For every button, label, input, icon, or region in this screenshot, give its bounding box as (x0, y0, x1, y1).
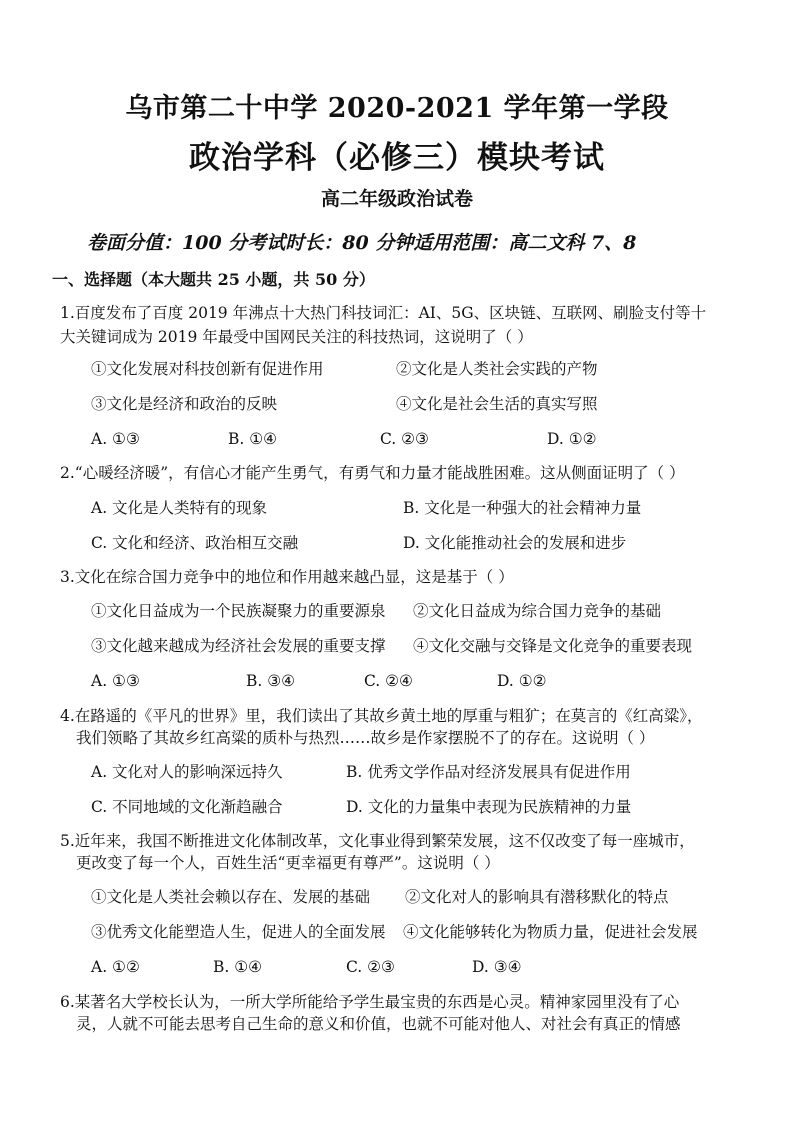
choice-d: D. ③④ (472, 958, 522, 976)
choice-b: B. 优秀文学作品对经济发展具有促进作用 (346, 763, 631, 781)
statement: ②文化日益成为综合国力竞争的基础 (413, 602, 662, 620)
choice-d: D. ①② (497, 672, 547, 690)
question-stem: 2.“心暖经济暖”，有信心才能产生勇气，有勇气和力量才能战胜困难。这从侧面证明了（ ） (60, 464, 685, 482)
question-stem: 6.某著名大学校长认为，一所大学所能给予学生最宝贵的东西是心灵。精神家园里没有了心 (60, 993, 680, 1011)
choice-c: C. 文化和经济、政治相互交融 (91, 534, 299, 552)
statement: ④文化是社会生活的真实写照 (396, 395, 598, 413)
exam-info: 卷面分值：100 分考试时长：80 分钟适用范围：高二文科 7、8 (87, 232, 637, 254)
choice-c: C. ②③ (346, 958, 395, 976)
question-stem: 3.文化在综合国力竞争中的地位和作用越来越凸显，这是基于（ ） (60, 568, 514, 586)
choice-c: C. ②④ (364, 672, 413, 690)
statement: ①文化发展对科技创新有促进作用 (91, 360, 324, 378)
statement: ②文化是人类社会实践的产物 (396, 360, 598, 378)
paper-title: 高二年级政治试卷 (320, 188, 473, 210)
statement: ④文化交融与交锋是文化竞争的重要表现 (413, 637, 693, 655)
statement: ④文化能够转化为物质力量，促进社会发展 (403, 923, 698, 941)
question-stem: 大关键词成为 2019 年最受中国网民关注的科技热词，这说明了（ ） (60, 328, 533, 346)
choice-a: A. ①③ (91, 672, 140, 690)
choice-a: A. 文化对人的影响深远持久 (91, 763, 283, 781)
choice-a: A. ①② (91, 958, 140, 976)
choice-d: D. 文化的力量集中表现为民族精神的力量 (346, 798, 632, 816)
statement: ③优秀文化能塑造人生，促进人的全面发展 (91, 923, 386, 941)
choice-b: B. ①④ (213, 958, 263, 976)
question-stem: 4.在路遥的《平凡的世界》里，我们读出了其故乡黄土地的厚重与粗犷；在莫言的《红高粱》， (60, 707, 703, 725)
choice-b: B. 文化是一种强大的社会精神力量 (403, 499, 642, 517)
statement: ①文化日益成为一个民族凝聚力的重要源泉 (91, 602, 386, 620)
choice-d: D. ①② (547, 430, 597, 448)
choice-a: A. ①③ (91, 430, 140, 448)
question-stem: 灵，人就不可能去思考自己生命的意义和价值，也就不可能对他人、对社会有真正的情感 (76, 1015, 681, 1033)
question-stem: 更改变了每一个人，百姓生活“更幸福更有尊严”。这说明（ ） (76, 854, 500, 872)
statement: ②文化对人的影响具有潜移默化的特点 (405, 888, 669, 906)
statement: ③文化是经济和政治的反映 (91, 395, 278, 413)
statement: ③文化越来越成为经济社会发展的重要支撑 (91, 637, 386, 655)
statement: ①文化是人类社会赖以存在、发展的基础 (91, 888, 371, 906)
exam-title: 政治学科（必修三）模块考试 (189, 140, 605, 176)
choice-d: D. 文化能推动社会的发展和进步 (403, 534, 627, 552)
choice-b: B. ①④ (228, 430, 278, 448)
school-title: 乌市第二十中学 2020-2021 学年第一学段 (125, 93, 669, 124)
question-stem: 我们领略了其故乡红高粱的质朴与热烈……故乡是作家摆脱不了的存在。这说明（ ） (76, 729, 655, 747)
question-stem: 1.百度发布了百度 2019 年沸点十大热门科技词汇：AI、5G、区块链、互联网、刷脸支付等十 (60, 304, 707, 322)
choice-a: A. 文化是人类特有的现象 (91, 499, 268, 517)
choice-b: B. ③④ (246, 672, 296, 690)
section-title: 一、选择题（本大题共 25 小题，共 50 分） (52, 270, 375, 289)
choice-c: C. 不同地域的文化渐趋融合 (91, 798, 283, 816)
question-stem: 5.近年来，我国不断推进文化体制改革，文化事业得到繁荣发展，这不仅改变了每一座城市， (60, 832, 695, 850)
choice-c: C. ②③ (380, 430, 429, 448)
